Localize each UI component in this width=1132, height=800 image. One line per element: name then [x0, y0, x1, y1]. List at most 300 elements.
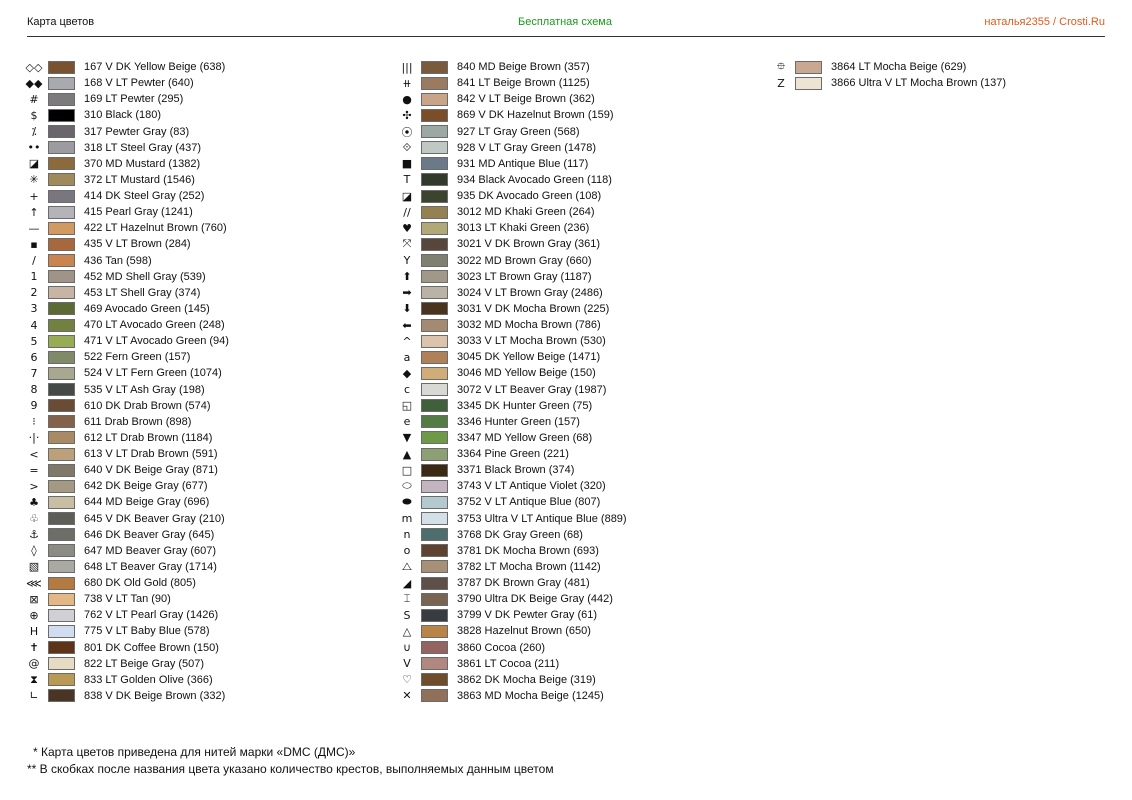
color-row — [26, 559, 229, 575]
stitch-symbol-icon: □ — [401, 463, 413, 477]
color-label: 647 MD Beaver Gray (607) — [84, 544, 217, 557]
color-swatch — [421, 77, 448, 90]
color-row — [399, 333, 627, 349]
color-swatch — [421, 480, 448, 493]
color-row — [26, 672, 229, 688]
color-row — [26, 107, 229, 123]
color-label: 3024 V LT Brown Gray (2486) — [457, 286, 603, 299]
stitch-symbol-icon: 2 — [30, 286, 38, 300]
color-label: 3022 MD Brown Gray (660) — [457, 254, 592, 267]
color-swatch — [48, 61, 75, 74]
color-row — [26, 75, 229, 91]
color-swatch — [48, 464, 75, 477]
stitch-symbol-icon: ■ — [401, 157, 413, 171]
color-label: 842 V LT Beige Brown (362) — [457, 93, 595, 106]
color-label: 3346 Hunter Green (157) — [457, 415, 580, 428]
color-label: 471 V LT Avocado Green (94) — [84, 335, 229, 348]
color-label: 435 V LT Brown (284) — [84, 238, 191, 251]
stitch-symbol-icon: ⤧ — [402, 237, 412, 251]
stitch-symbol-icon: ^ — [402, 334, 412, 348]
color-swatch — [48, 335, 75, 348]
color-swatch — [421, 673, 448, 686]
stitch-symbol-icon: 8 — [30, 383, 38, 397]
color-swatch — [48, 125, 75, 138]
color-label: 3023 LT Brown Gray (1187) — [457, 270, 592, 283]
color-swatch — [421, 528, 448, 541]
color-swatch — [421, 464, 448, 477]
color-swatch — [421, 238, 448, 251]
color-row — [399, 301, 627, 317]
color-label: 610 DK Drab Brown (574) — [84, 399, 211, 412]
stitch-symbol-icon: ▧ — [28, 560, 40, 574]
color-row — [399, 172, 627, 188]
color-row — [26, 333, 229, 349]
color-label: 838 V DK Beige Brown (332) — [84, 689, 226, 702]
color-label: 3787 DK Brown Gray (481) — [457, 577, 590, 590]
color-row — [26, 349, 229, 365]
color-swatch — [421, 593, 448, 606]
color-label: 931 MD Antique Blue (117) — [457, 157, 589, 170]
color-row — [399, 285, 627, 301]
color-row — [26, 591, 229, 607]
color-label: 524 V LT Fern Green (1074) — [84, 367, 222, 380]
color-label: 3753 Ultra V LT Antique Blue (889) — [457, 512, 627, 525]
color-swatch — [48, 302, 75, 315]
color-row — [773, 59, 1006, 75]
stitch-symbol-icon: ↑ — [29, 205, 39, 219]
stitch-symbol-icon: # — [29, 92, 39, 106]
color-label: 822 LT Beige Gray (507) — [84, 657, 205, 670]
color-swatch — [421, 431, 448, 444]
color-row — [26, 220, 229, 236]
color-label: 934 Black Avocado Green (118) — [457, 173, 612, 186]
color-label: 3782 LT Mocha Brown (1142) — [457, 560, 601, 573]
color-row — [26, 365, 229, 381]
stitch-symbol-icon: ◆◆ — [25, 76, 43, 90]
color-swatch — [421, 415, 448, 428]
color-label: 646 DK Beaver Gray (645) — [84, 528, 215, 541]
color-label: 469 Avocado Green (145) — [84, 302, 210, 315]
color-label: 3743 V LT Antique Violet (320) — [457, 480, 606, 493]
color-swatch — [421, 125, 448, 138]
stitch-symbol-icon: ⁝ — [32, 415, 36, 429]
color-label: 453 LT Shell Gray (374) — [84, 286, 201, 299]
color-label: 3012 MD Khaki Green (264) — [457, 206, 595, 219]
stitch-symbol-icon: ⦿ — [401, 125, 413, 139]
stitch-symbol-icon: ✕ — [402, 689, 412, 703]
color-swatch — [421, 560, 448, 573]
color-row — [26, 398, 229, 414]
color-row — [26, 575, 229, 591]
color-swatch — [48, 383, 75, 396]
color-swatch — [48, 689, 75, 702]
stitch-symbol-icon: 1 — [30, 270, 38, 284]
stitch-symbol-icon: ⬬ — [402, 495, 412, 509]
color-row — [399, 365, 627, 381]
color-swatch — [421, 544, 448, 557]
color-swatch — [421, 689, 448, 702]
color-row — [26, 446, 229, 462]
color-row — [26, 140, 229, 156]
stitch-symbol-icon: ♧ — [29, 512, 39, 526]
color-swatch — [421, 657, 448, 670]
color-swatch — [48, 593, 75, 606]
color-row — [26, 382, 229, 398]
stitch-symbol-icon: ▲ — [402, 447, 412, 461]
color-label: 928 V LT Gray Green (1478) — [457, 141, 596, 154]
color-row — [26, 414, 229, 430]
color-label: 522 Fern Green (157) — [84, 351, 191, 364]
color-swatch — [48, 157, 75, 170]
color-swatch — [48, 286, 75, 299]
stitch-symbol-icon: V — [403, 657, 411, 671]
header-title: Карта цветов — [27, 16, 95, 28]
stitch-symbol-icon: // — [403, 205, 411, 219]
color-row — [399, 575, 627, 591]
color-swatch — [48, 222, 75, 235]
color-row — [26, 543, 229, 559]
color-label: 3364 Pine Green (221) — [457, 448, 569, 461]
color-row — [26, 91, 229, 107]
color-label: 3790 Ultra DK Beige Gray (442) — [457, 593, 613, 606]
color-swatch — [421, 141, 448, 154]
color-swatch — [48, 673, 75, 686]
color-label: 317 Pewter Gray (83) — [84, 125, 190, 138]
color-label: 762 V LT Pearl Gray (1426) — [84, 609, 219, 622]
color-label: 470 LT Avocado Green (248) — [84, 319, 225, 332]
color-row — [26, 317, 229, 333]
stitch-symbol-icon: ✳ — [29, 173, 39, 187]
color-row — [399, 527, 627, 543]
stitch-symbol-icon: + — [29, 189, 39, 203]
color-swatch — [48, 431, 75, 444]
color-label: 3862 DK Mocha Beige (319) — [457, 673, 596, 686]
color-swatch — [48, 173, 75, 186]
color-swatch — [48, 528, 75, 541]
color-swatch — [48, 238, 75, 251]
color-label: 738 V LT Tan (90) — [84, 593, 171, 606]
stitch-symbol-icon: c — [403, 383, 411, 397]
color-row — [26, 511, 229, 527]
stitch-symbol-icon: 9 — [30, 399, 38, 413]
color-row — [399, 511, 627, 527]
color-row — [399, 688, 627, 704]
color-column-3 — [773, 59, 1006, 91]
color-label: 3032 MD Mocha Brown (786) — [457, 319, 601, 332]
color-row — [399, 220, 627, 236]
stitch-symbol-icon: ⚓ — [29, 528, 39, 542]
stitch-symbol-icon: ◇◇ — [25, 60, 43, 74]
color-row — [399, 349, 627, 365]
color-row — [399, 156, 627, 172]
color-swatch — [421, 270, 448, 283]
color-row — [399, 559, 627, 575]
color-row — [26, 462, 229, 478]
color-row — [26, 640, 229, 656]
color-row — [399, 317, 627, 333]
stitch-symbol-icon: ♡ — [402, 673, 412, 687]
stitch-symbol-icon: ⬅ — [402, 318, 412, 332]
color-swatch — [421, 286, 448, 299]
color-swatch — [421, 93, 448, 106]
color-label: 613 V LT Drab Brown (591) — [84, 448, 218, 461]
color-label: 169 LT Pewter (295) — [84, 93, 184, 106]
color-swatch — [795, 77, 822, 90]
stitch-symbol-icon: △ — [402, 624, 412, 638]
color-row — [399, 623, 627, 639]
color-swatch — [421, 206, 448, 219]
color-swatch — [48, 641, 75, 654]
color-swatch — [421, 383, 448, 396]
color-label: 640 V DK Beige Gray (871) — [84, 464, 218, 477]
color-row — [26, 156, 229, 172]
stitch-symbol-icon: ♥ — [402, 221, 412, 235]
stitch-symbol-icon: 3 — [30, 302, 38, 316]
color-label: 680 DK Old Gold (805) — [84, 577, 196, 590]
color-label: 611 Drab Brown (898) — [84, 415, 192, 428]
color-swatch — [48, 351, 75, 364]
color-row — [26, 623, 229, 639]
color-label: 3021 V DK Brown Gray (361) — [457, 238, 601, 251]
stitch-symbol-icon: ♣ — [29, 495, 39, 509]
color-swatch — [421, 254, 448, 267]
color-label: 648 LT Beaver Gray (1714) — [84, 560, 217, 573]
stitch-symbol-icon: ◆ — [402, 366, 412, 380]
color-swatch — [48, 512, 75, 525]
color-label: 3863 MD Mocha Beige (1245) — [457, 689, 604, 702]
stitch-symbol-icon: ⊕ — [29, 608, 39, 622]
color-row — [26, 269, 229, 285]
footer-notes — [27, 744, 554, 778]
stitch-symbol-icon: / — [32, 254, 36, 268]
stitch-symbol-icon: •• — [27, 141, 41, 155]
color-label: 841 LT Beige Brown (1125) — [457, 77, 590, 90]
color-row — [399, 478, 627, 494]
color-swatch — [421, 351, 448, 364]
color-row — [26, 527, 229, 543]
color-label: 3768 DK Gray Green (68) — [457, 528, 583, 541]
color-swatch — [48, 190, 75, 203]
color-row — [26, 607, 229, 623]
color-swatch — [421, 190, 448, 203]
color-row — [26, 253, 229, 269]
color-label: 422 LT Hazelnut Brown (760) — [84, 222, 227, 235]
color-label: 3799 V DK Pewter Gray (61) — [457, 609, 598, 622]
stitch-symbol-icon: a — [403, 350, 411, 364]
color-label: 3033 V LT Mocha Brown (530) — [457, 335, 606, 348]
stitch-symbol-icon: 5 — [30, 334, 38, 348]
color-swatch — [48, 254, 75, 267]
color-label: 415 Pearl Gray (1241) — [84, 206, 193, 219]
color-label: 3864 LT Mocha Beige (629) — [831, 61, 967, 74]
stitch-symbol-icon: ⟐ — [402, 140, 412, 154]
color-swatch — [421, 367, 448, 380]
color-swatch — [421, 319, 448, 332]
color-swatch — [421, 61, 448, 74]
color-row — [399, 591, 627, 607]
header-subtitle: Бесплатная схема — [517, 16, 612, 28]
stitch-symbol-icon: ·|· — [28, 431, 40, 445]
color-row — [399, 494, 627, 510]
color-swatch — [48, 448, 75, 461]
color-row — [26, 188, 229, 204]
color-row — [26, 301, 229, 317]
stitch-symbol-icon: ⁒ — [31, 125, 37, 139]
color-swatch — [421, 173, 448, 186]
stitch-symbol-icon: ◊ — [31, 544, 37, 558]
color-swatch — [421, 399, 448, 412]
color-label: 3347 MD Yellow Green (68) — [457, 431, 593, 444]
stitch-symbol-icon: ▪ — [30, 237, 38, 251]
color-label: 935 DK Avocado Green (108) — [457, 190, 602, 203]
color-label: 436 Tan (598) — [84, 254, 152, 267]
color-row — [399, 430, 627, 446]
color-label: 3345 DK Hunter Green (75) — [457, 399, 593, 412]
color-label: 3866 Ultra V LT Mocha Brown (137) — [831, 77, 1007, 90]
stitch-symbol-icon: Y — [403, 254, 411, 268]
color-swatch — [48, 270, 75, 283]
color-swatch — [48, 77, 75, 90]
color-label: 370 MD Mustard (1382) — [84, 157, 201, 170]
color-label: 869 V DK Hazelnut Brown (159) — [457, 109, 614, 122]
color-swatch — [48, 367, 75, 380]
color-label: 310 Black (180) — [84, 109, 162, 122]
color-label: 3371 Black Brown (374) — [457, 464, 575, 477]
color-label: 612 LT Drab Brown (1184) — [84, 431, 213, 444]
color-row — [399, 398, 627, 414]
stitch-symbol-icon: ⬇ — [402, 302, 412, 316]
color-row — [399, 124, 627, 140]
color-swatch — [421, 448, 448, 461]
color-label: 840 MD Beige Brown (357) — [457, 61, 590, 74]
color-row — [26, 285, 229, 301]
color-row — [399, 188, 627, 204]
color-row — [26, 236, 229, 252]
color-row — [26, 688, 229, 704]
color-swatch — [48, 141, 75, 154]
color-swatch — [48, 577, 75, 590]
color-row — [399, 607, 627, 623]
color-row — [399, 107, 627, 123]
color-label: 168 V LT Pewter (640) — [84, 77, 194, 90]
color-label: 318 LT Steel Gray (437) — [84, 141, 201, 154]
color-swatch — [48, 560, 75, 573]
color-row — [399, 543, 627, 559]
stitch-symbol-icon: 4 — [30, 318, 38, 332]
stitch-symbol-icon: ◱ — [401, 399, 413, 413]
stitch-symbol-icon: ⬭ — [402, 479, 412, 493]
color-label: 645 V DK Beaver Gray (210) — [84, 512, 225, 525]
color-swatch — [48, 609, 75, 622]
color-row — [26, 494, 229, 510]
stitch-symbol-icon: ⧍ — [401, 559, 413, 573]
color-label: 3045 DK Yellow Beige (1471) — [457, 351, 601, 364]
color-row — [399, 462, 627, 478]
color-row — [26, 656, 229, 672]
stitch-symbol-icon: ⯐ — [776, 59, 786, 73]
stitch-symbol-icon: Z — [777, 76, 785, 90]
stitch-symbol-icon: T — [403, 173, 411, 187]
stitch-symbol-icon: m — [401, 512, 413, 526]
color-label: 3781 DK Mocha Brown (693) — [457, 544, 599, 557]
stitch-symbol-icon: 6 — [30, 350, 38, 364]
color-row — [26, 59, 229, 75]
stitch-symbol-icon: ⧗ — [30, 672, 38, 686]
color-row — [399, 382, 627, 398]
stitch-symbol-icon: ⬆ — [402, 270, 412, 284]
stitch-symbol-icon: $ — [30, 108, 38, 122]
color-row — [399, 75, 627, 91]
color-row — [773, 75, 1006, 91]
color-label: 3013 LT Khaki Green (236) — [457, 222, 590, 235]
stitch-symbol-icon: @ — [28, 657, 40, 671]
stitch-symbol-icon: ⊠ — [29, 592, 39, 606]
color-row — [399, 672, 627, 688]
stitch-symbol-icon: ⧺ — [402, 76, 412, 90]
stitch-symbol-icon: ◪ — [401, 189, 413, 203]
stitch-symbol-icon: — — [28, 221, 40, 235]
color-swatch — [421, 609, 448, 622]
stitch-symbol-icon: n — [403, 528, 411, 542]
stitch-symbol-icon: ◢ — [402, 576, 412, 590]
stitch-symbol-icon: S — [403, 608, 411, 622]
stitch-symbol-icon: > — [29, 479, 39, 493]
color-row — [26, 124, 229, 140]
color-label: 644 MD Beige Gray (696) — [84, 496, 210, 509]
color-label: 3031 V DK Mocha Brown (225) — [457, 302, 610, 315]
color-swatch — [48, 399, 75, 412]
color-swatch — [421, 577, 448, 590]
color-label: 801 DK Coffee Brown (150) — [84, 641, 219, 654]
stitch-symbol-icon: o — [403, 544, 411, 558]
stitch-symbol-icon: ▼ — [402, 431, 412, 445]
color-row — [399, 59, 627, 75]
color-swatch — [421, 512, 448, 525]
color-swatch — [48, 415, 75, 428]
stitch-symbol-icon: H — [29, 624, 39, 638]
color-row — [399, 204, 627, 220]
footer-note-1: * Карта цветов приведена для нитей марки «DMC (ДМС)» — [33, 745, 356, 759]
color-label: 3072 V LT Beaver Gray (1987) — [457, 383, 607, 396]
stitch-symbol-icon: ⌶ — [403, 592, 411, 606]
stitch-symbol-icon: ⋘ — [26, 576, 42, 590]
color-swatch — [421, 641, 448, 654]
color-swatch — [795, 61, 822, 74]
color-column-2 — [399, 59, 627, 704]
stitch-symbol-icon: ➡ — [402, 286, 412, 300]
stitch-symbol-icon: ✝ — [29, 641, 39, 655]
header-author-link[interactable]: наталья2355 / Crosti.Ru — [984, 16, 1105, 28]
color-swatch — [421, 157, 448, 170]
color-label: 372 LT Mustard (1546) — [84, 173, 195, 186]
stitch-symbol-icon: ∟ — [29, 689, 39, 703]
color-row — [399, 140, 627, 156]
color-swatch — [48, 93, 75, 106]
color-label: 3861 LT Cocoa (211) — [457, 657, 560, 670]
color-label: 452 MD Shell Gray (539) — [84, 270, 206, 283]
color-label: 3046 MD Yellow Beige (150) — [457, 367, 596, 380]
color-swatch — [48, 625, 75, 638]
color-row — [26, 478, 229, 494]
color-label: 642 DK Beige Gray (677) — [84, 480, 208, 493]
stitch-symbol-icon: 7 — [30, 366, 38, 380]
stitch-symbol-icon: ● — [402, 92, 412, 106]
footer-note-2: ** В скобках после названия цвета указано количество крестов, выполняемых данным цветом — [27, 762, 554, 776]
color-swatch — [421, 222, 448, 235]
color-swatch — [48, 480, 75, 493]
color-swatch — [48, 544, 75, 557]
color-row — [399, 253, 627, 269]
